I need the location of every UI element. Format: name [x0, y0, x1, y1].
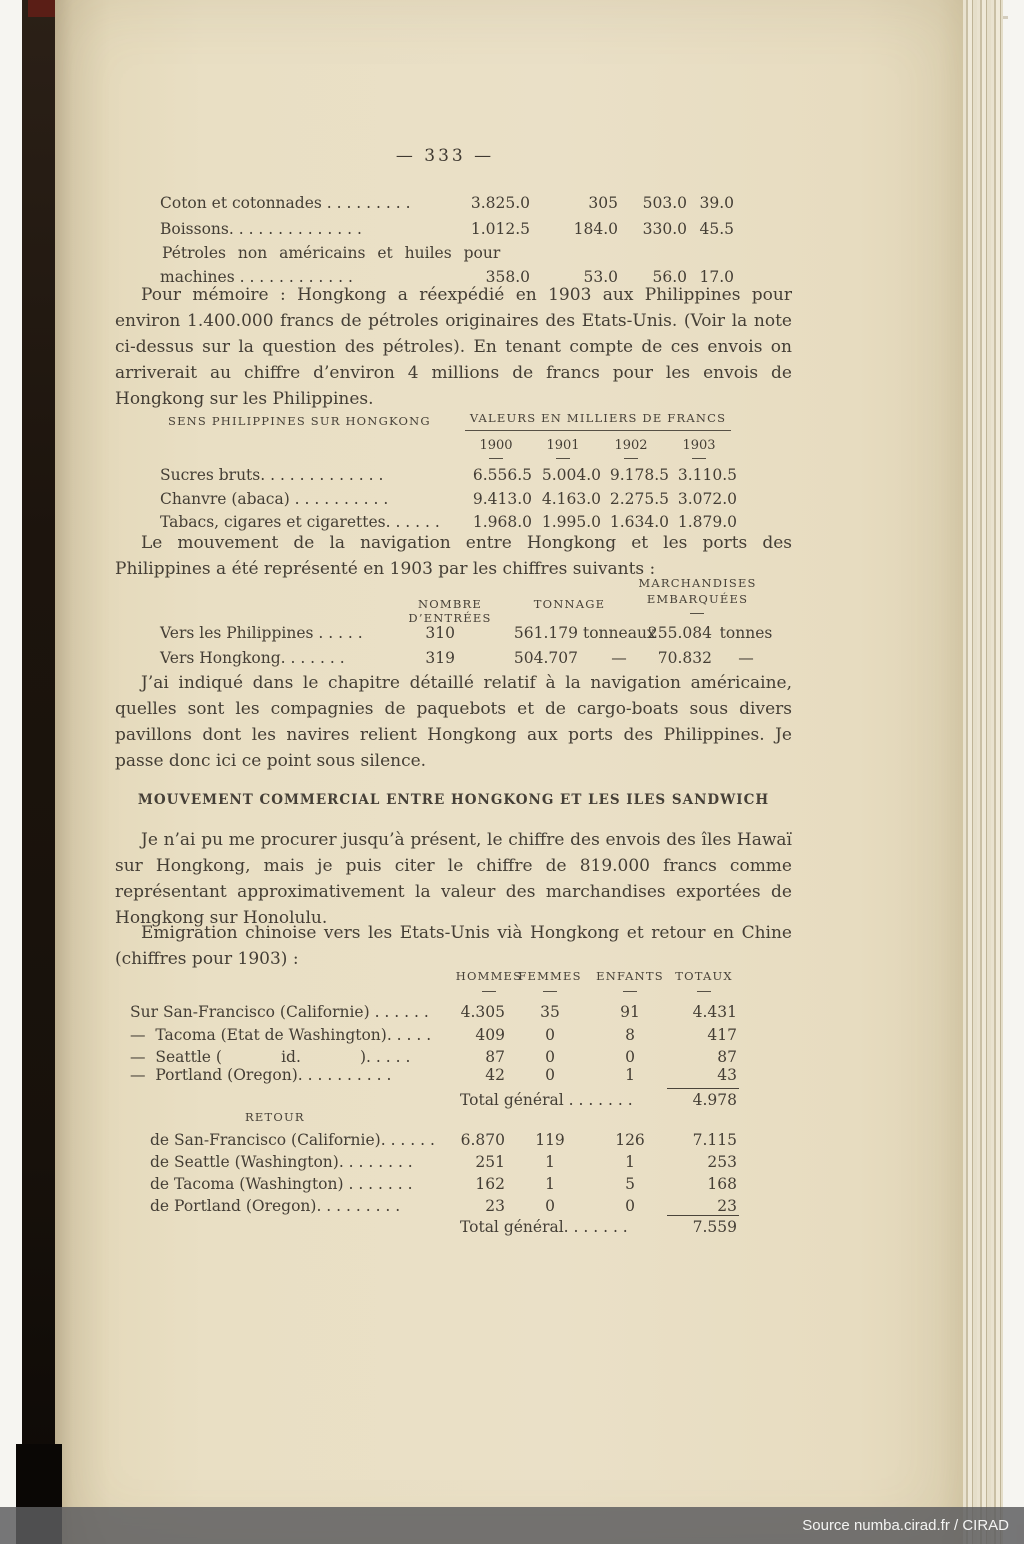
page-number: — 333 —: [395, 146, 495, 166]
cell-value: 504.707: [513, 649, 578, 667]
row-label: Vers Hongkong. . . . . . .: [160, 649, 345, 667]
page-stack-edge: [963, 0, 1003, 1544]
row-label: de Seattle (Washington). . . . . . . .: [150, 1153, 413, 1171]
row-label: — Seattle ( id. ). . . . .: [130, 1048, 411, 1066]
section-heading: MOUVEMENT COMMERCIAL ENTRE HONGKONG ET LES ILES SANDWICH: [137, 792, 770, 808]
cell-value: 1.012.5: [470, 220, 530, 238]
cell-value: 1.968.0: [472, 513, 532, 531]
cell-value: 330.0: [642, 220, 687, 238]
cell-value: 56.0: [652, 268, 687, 286]
cell-value: 6.556.5: [472, 466, 532, 484]
cell-value: 6.870: [460, 1131, 505, 1149]
table-row: [55, 1131, 805, 1153]
cell-value: 1.634.0: [609, 513, 669, 531]
cell-value: 42: [485, 1066, 505, 1084]
row-label: Sur San-Francisco (Californie) . . . . . .: [130, 1003, 429, 1021]
cell-value: 305: [588, 194, 618, 212]
row-label: Chanvre (abaca) . . . . . . . . . .: [160, 490, 389, 508]
row-label: Vers les Philippines . . . . .: [160, 624, 363, 642]
table-title: SENS PHILIPPINES SUR HONGKONG: [168, 414, 431, 428]
row-label: de Tacoma (Washington) . . . . . . .: [150, 1175, 413, 1193]
cell-value: 3.825.0: [470, 194, 530, 212]
paragraph-pour-memoire: Pour mémoire : Hongkong a réexpédié en 1903 aux Philippines pour environ 1.400.000 francs de pétroles originaires des Etats-Unis. (Voir la note ci-dessus sur la question des pétroles). En tenant compte de ces envois on arriverait au chiffre d’environ 4 millions de francs pour les envois de Hongkong sur les Philippines.: [115, 285, 792, 409]
paragraph-emigration: Emigration chinoise vers les Etats-Unis vià Hongkong et retour en Chine (chiffres pour 1903) :: [115, 923, 792, 969]
column-header: HOMMES: [455, 969, 523, 983]
total-row: [55, 1218, 805, 1240]
row-label: — Portland (Oregon). . . . . . . . . .: [130, 1066, 392, 1084]
cell-unit: —: [738, 649, 754, 667]
cell-value: 5.004.0: [541, 466, 601, 484]
row-label: machines . . . . . . . . . . . .: [160, 268, 353, 286]
cell-value: 561.179: [513, 624, 578, 642]
cell-value: 168: [707, 1175, 737, 1193]
row-label: Sucres bruts. . . . . . . . . . . . .: [160, 466, 384, 484]
cell-value: 9.413.0: [472, 490, 532, 508]
cell-value: 1: [545, 1153, 555, 1171]
cell-value: 4.163.0: [541, 490, 601, 508]
page: [55, 0, 965, 1544]
cell-value: 9.178.5: [609, 466, 669, 484]
header-dash: [623, 991, 637, 992]
cell-value: 45.5: [699, 220, 734, 238]
table-row: [55, 1003, 805, 1025]
sum-rule: [667, 1215, 739, 1216]
cell-unit: —: [611, 649, 627, 667]
column-header: TONNAGE: [533, 597, 606, 611]
cell-value: 0: [625, 1048, 635, 1066]
cell-value: 70.832: [657, 649, 712, 667]
year-header: 1901: [546, 438, 580, 453]
cell-value: 23: [717, 1197, 737, 1215]
column-header: MARCHANDISES: [638, 576, 757, 590]
year-header: 1900: [479, 438, 513, 453]
column-header: ENFANTS: [596, 969, 664, 983]
row-label: de Portland (Oregon). . . . . . . . .: [150, 1197, 401, 1215]
cell-value: 43: [717, 1066, 737, 1084]
row-label: Tabacs, cigares et cigarettes. . . . . .: [160, 513, 440, 531]
cell-value: 5: [625, 1175, 635, 1193]
cell-value: 87: [717, 1048, 737, 1066]
table-row: [55, 1153, 805, 1175]
cell-value: 1: [625, 1066, 635, 1084]
paragraph-navigation-intro: Le mouvement de la navigation entre Hongkong et les ports des Philippines a été représenté en 1903 par les chiffres suivants :: [115, 533, 792, 579]
cell-unit: tonnes: [719, 624, 773, 642]
header-dash: [697, 991, 711, 992]
column-header: TOTAUX: [675, 969, 733, 983]
row-label: Pétroles non américains et huiles pour: [162, 244, 501, 262]
cell-value: 255.084: [647, 624, 712, 642]
table-row: [55, 1175, 805, 1197]
cell-value: 319: [425, 649, 455, 667]
cell-value: 35: [540, 1003, 560, 1021]
cell-value: 253: [707, 1153, 737, 1171]
cell-value: 409: [475, 1026, 505, 1044]
header-dash: [543, 991, 557, 992]
table-row: [55, 1066, 805, 1088]
cell-unit: tonneaux: [583, 624, 656, 642]
cell-value: 1: [545, 1175, 555, 1193]
sum-rule: [667, 1088, 739, 1089]
year-header: 1903: [682, 438, 716, 453]
column-header: NOMBRE D’ENTRÉES: [408, 597, 492, 625]
cell-value: 358.0: [485, 268, 530, 286]
cell-value: 91: [620, 1003, 640, 1021]
cell-value: 310: [425, 624, 455, 642]
cell-value: 1.879.0: [677, 513, 737, 531]
year-header: 1902: [614, 438, 648, 453]
cell-value: 3.110.5: [677, 466, 737, 484]
cell-value: 4.305: [460, 1003, 505, 1021]
cell-value: 17.0: [699, 268, 734, 286]
cell-value: 39.0: [699, 194, 734, 212]
column-header: FEMMES: [518, 969, 582, 983]
cell-value: 162: [475, 1175, 505, 1193]
row-label: de San-Francisco (Californie). . . . . .: [150, 1131, 435, 1149]
cell-value: 8: [625, 1026, 635, 1044]
cell-value: 184.0: [573, 220, 618, 238]
cell-value: 503.0: [642, 194, 687, 212]
cell-value: 7.115: [692, 1131, 737, 1149]
emigration-table: [55, 0, 965, 1544]
cell-value: 3.072.0: [677, 490, 737, 508]
row-label: — Tacoma (Etat de Washington). . . . .: [130, 1026, 432, 1044]
cell-value: 0: [545, 1048, 555, 1066]
column-header: EMBARQUÉES: [646, 592, 749, 606]
paragraph-sandwich: Je n’ai pu me procurer jusqu’à présent, le chiffre des envois des îles Hawaï sur Hongkong, mais je puis citer le chiffre de 819.000 francs comme représentant approximativement la valeur des marchandises exportées de Hongkong sur Honolulu.: [115, 830, 792, 928]
cell-value: 0: [545, 1066, 555, 1084]
cell-value: 251: [475, 1153, 505, 1171]
row-label: Boissons. . . . . . . . . . . . . .: [160, 220, 362, 238]
cell-value: 126: [615, 1131, 645, 1149]
cell-value: 0: [545, 1197, 555, 1215]
column-group-header: VALEURS EN MILLIERS DE FRANCS: [469, 411, 727, 425]
source-attribution: Source numba.cirad.fr / CIRAD: [802, 1517, 1009, 1534]
cell-value: 23: [485, 1197, 505, 1215]
book-binding: [22, 0, 56, 1544]
total-value: 4.978: [692, 1091, 737, 1109]
cell-value: 0: [625, 1197, 635, 1215]
cell-value: 2.275.5: [609, 490, 669, 508]
row-label: Coton et cotonnades . . . . . . . . .: [160, 194, 411, 212]
total-label: Total général . . . . . . .: [460, 1091, 633, 1109]
header-dash: [482, 991, 496, 992]
total-value: 7.559: [692, 1218, 737, 1236]
total-label: Total général. . . . . . .: [460, 1218, 628, 1236]
cell-value: 87: [485, 1048, 505, 1066]
table-row: [55, 1026, 805, 1048]
cell-value: 4.431: [692, 1003, 737, 1021]
cell-value: 53.0: [583, 268, 618, 286]
cell-value: 119: [535, 1131, 565, 1149]
total-row: [55, 1091, 805, 1113]
cell-value: 417: [707, 1026, 737, 1044]
paragraph-navigation-outro: J’ai indiqué dans le chapitre détaillé relatif à la navigation américaine, quelles sont les compagnies de paquebots et de cargo-boats sous divers pavillons dont les navires relient Hongkong aux ports des Philippines. Je passe donc ici ce point sous silence.: [115, 673, 792, 771]
cell-value: 1: [625, 1153, 635, 1171]
cell-value: 1.995.0: [541, 513, 601, 531]
source-attribution-bar: [0, 1507, 1024, 1544]
retour-heading: RETOUR: [245, 1110, 305, 1124]
cell-value: 0: [545, 1026, 555, 1044]
